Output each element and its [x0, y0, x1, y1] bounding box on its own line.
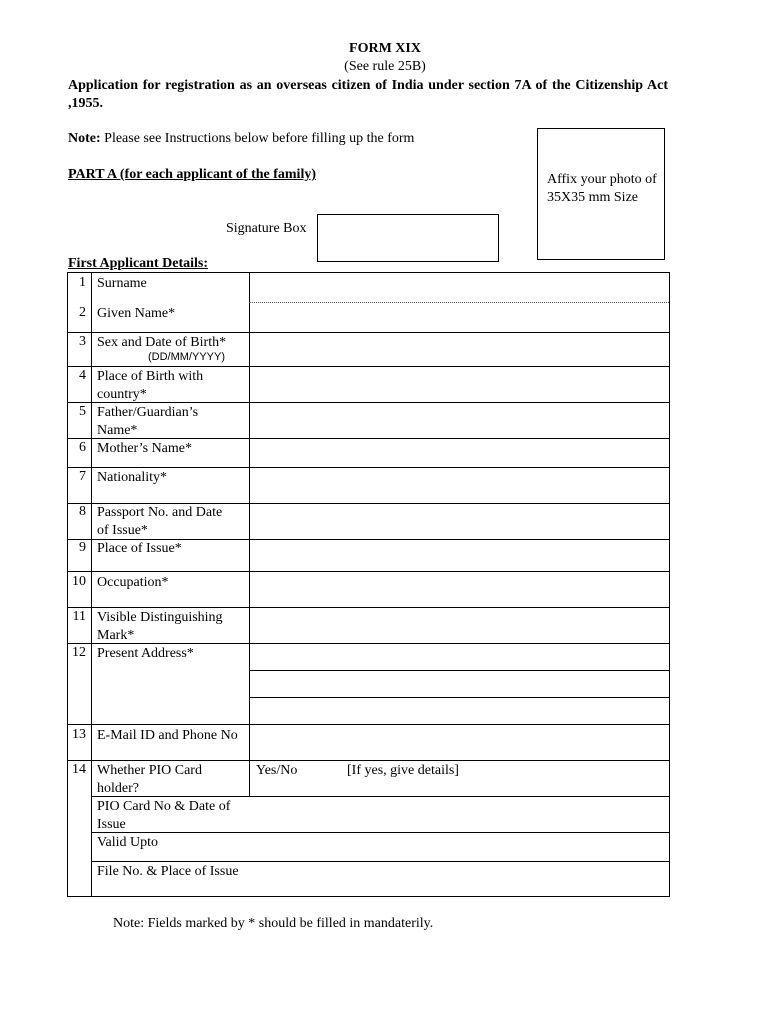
- father-guardian-field[interactable]: [250, 439, 669, 467]
- occupation-label: Occupation*: [97, 575, 169, 590]
- form-title: FORM XIX: [349, 41, 421, 56]
- sex-dob-field[interactable]: [250, 367, 669, 402]
- file-number-field[interactable]: [250, 862, 669, 896]
- surname-label: Surname: [97, 276, 147, 291]
- valid-upto-field[interactable]: [250, 833, 669, 861]
- given-name-field[interactable]: [250, 333, 669, 366]
- present-address-field[interactable]: [250, 644, 669, 724]
- yes-no-option[interactable]: Yes/No: [256, 763, 298, 778]
- occupation-field[interactable]: [250, 608, 669, 643]
- row-number: 7: [79, 469, 86, 484]
- nationality-field[interactable]: [250, 504, 669, 539]
- application-title: Application for registration as an overseas citizen of India under section 7A of the Citizenship Act ,1955.: [68, 78, 668, 111]
- row-number: 13: [72, 727, 86, 742]
- note-text: Please see Instructions below before filling up the form: [100, 131, 415, 146]
- row-number: 12: [72, 645, 86, 660]
- passport-label: Passport No. and Date of Issue*: [97, 505, 223, 538]
- valid-upto-label: Valid Upto: [97, 835, 159, 850]
- mandatory-fields-note: Note: Fields marked by * should be filled in mandaterily.: [113, 916, 434, 931]
- distinguishing-mark-label: Visible Distinguishing Mark*: [97, 610, 223, 643]
- email-phone-label: E-Mail ID and Phone No: [97, 728, 238, 743]
- signature-label: Signature Box: [226, 221, 307, 236]
- place-of-issue-label: Place of Issue*: [97, 541, 182, 556]
- place-of-issue-field[interactable]: [250, 572, 669, 607]
- note-label: Note:: [68, 131, 101, 146]
- section-title: First Applicant Details:: [68, 256, 208, 271]
- present-address-label: Present Address*: [97, 646, 194, 661]
- mother-name-label: Mother’s Name*: [97, 441, 192, 456]
- pio-details-hint: [If yes, give details]: [347, 763, 459, 778]
- row-number: 10: [72, 574, 86, 589]
- sex-dob-label: Sex and Date of Birth*: [97, 335, 227, 350]
- row-number: 8: [79, 504, 86, 519]
- pio-card-number-field[interactable]: [250, 797, 669, 832]
- place-of-birth-label: Place of Birth with country*: [97, 369, 204, 402]
- row-number: 1: [79, 275, 86, 290]
- row-divider: [68, 760, 669, 761]
- row-number: 3: [79, 334, 86, 349]
- pio-card-holder-label: Whether PIO Card holder?: [97, 763, 202, 796]
- row-number: 14: [72, 762, 86, 777]
- given-name-label: Given Name*: [97, 306, 176, 321]
- surname-field[interactable]: [250, 273, 669, 332]
- part-a-heading: PART A (for each applicant of the family): [68, 167, 316, 182]
- row-number: 5: [79, 404, 86, 419]
- mother-name-field[interactable]: [250, 468, 669, 503]
- nationality-label: Nationality*: [97, 470, 167, 485]
- photo-box-instructions: Affix your photo of 35X35 mm Size: [547, 172, 657, 205]
- note: [68, 131, 414, 147]
- signature-box[interactable]: [317, 214, 499, 262]
- email-phone-field[interactable]: [250, 725, 669, 760]
- father-guardian-label: Father/Guardian’s Name*: [97, 405, 199, 438]
- row-number: 11: [72, 609, 86, 624]
- passport-field[interactable]: [250, 540, 669, 571]
- applicant-details-table: [67, 272, 670, 897]
- place-of-birth-field[interactable]: [250, 403, 669, 438]
- date-format-hint: (DD/MM/YYYY): [148, 351, 225, 363]
- file-number-label: File No. & Place of Issue: [97, 864, 239, 879]
- pio-card-number-label: PIO Card No & Date of Issue: [97, 799, 231, 832]
- row-number: 6: [79, 440, 86, 455]
- row-number: 4: [79, 368, 86, 383]
- rule-reference: (See rule 25B): [344, 59, 426, 74]
- row-number: 9: [79, 540, 86, 555]
- row-number: 2: [79, 305, 86, 320]
